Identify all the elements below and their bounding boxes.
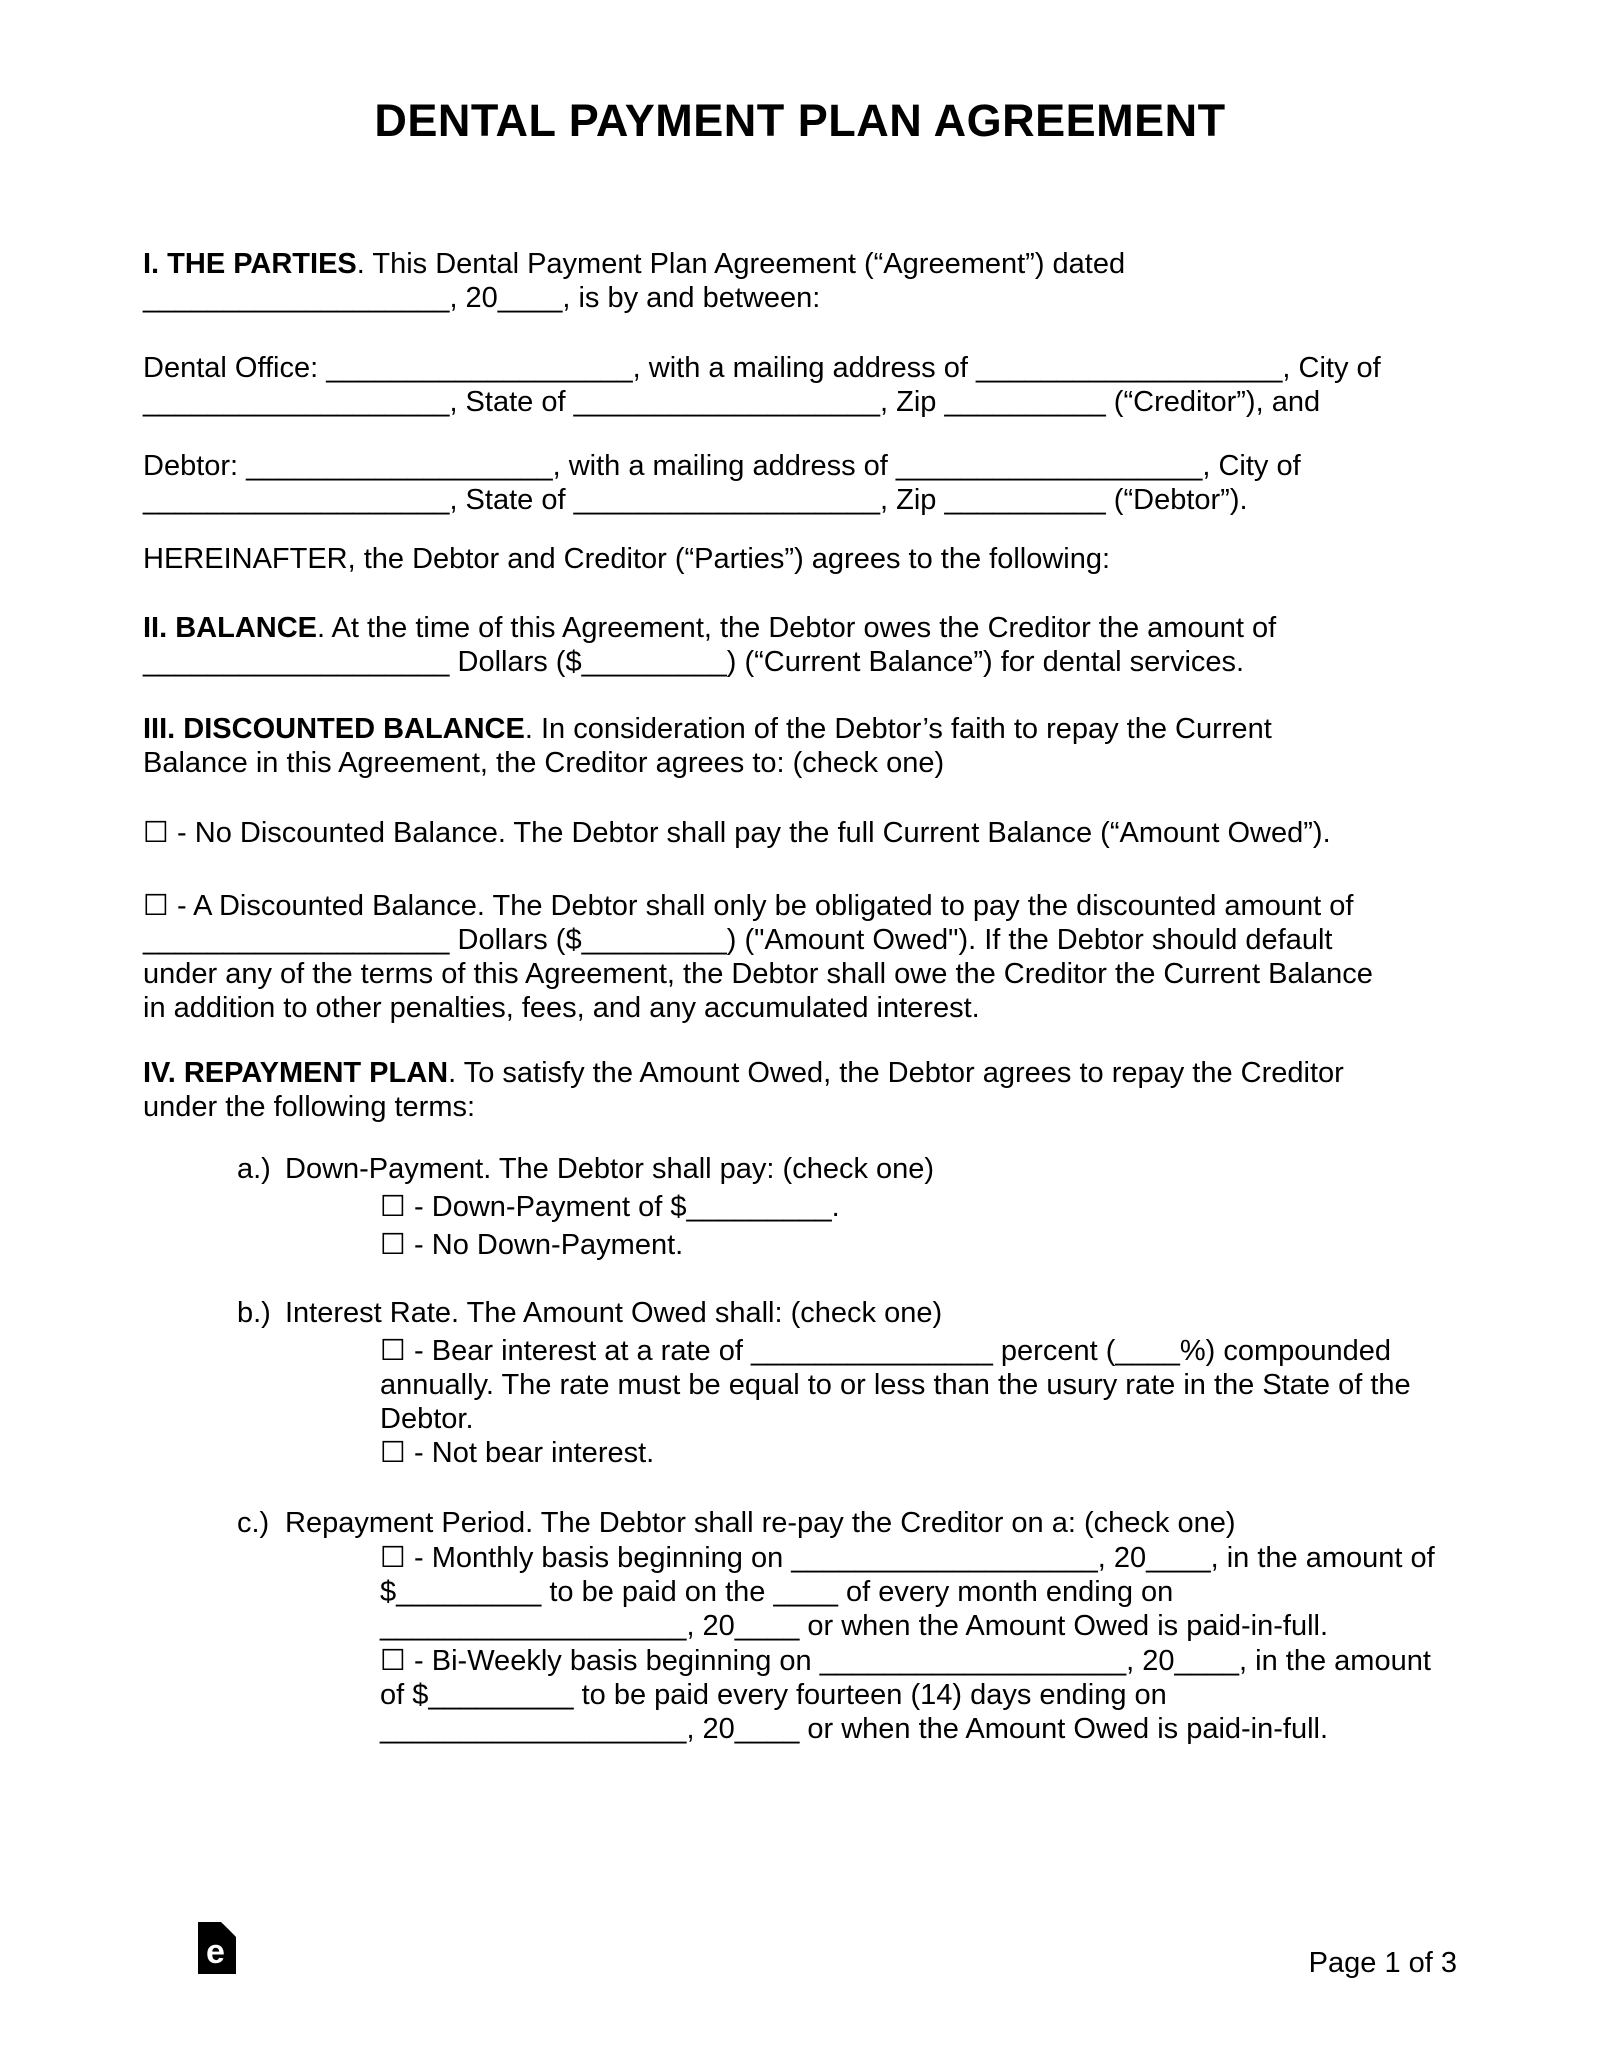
section-parties-text: . This Dental Payment Plan Agreement (“Agreement”) dated [356,248,1126,280]
checkbox-icon: ☐ [380,1191,406,1223]
item-a-option1-text: - Down-Payment of $_________. [406,1191,840,1223]
page-number: Page 1 of 3 [1308,1947,1457,1979]
item-c-option-biweekly-line2: of $_________ to be paid every fourteen (14) days ending on [380,1679,1167,1711]
item-a-title-text: Down-Payment. The Debtor shall pay: (check one) [285,1153,935,1185]
checkbox-icon: ☐ [380,1542,406,1574]
item-a-title [237,1152,934,1186]
debtor-line1: Debtor: ___________________, with a mailing address of ___________________, City of [143,450,1301,482]
hereinafter-line: HEREINAFTER, the Debtor and Creditor (“Parties”) agrees to the following: [143,543,1111,575]
item-c-monthly-text: - Monthly basis beginning on ___________________, 20____, in the amount of [406,1542,1435,1574]
section-discounted-line1 [143,712,1272,746]
checkbox-icon: ☐ [380,1229,406,1261]
item-a-option2-text: - No Down-Payment. [406,1229,684,1261]
checkbox-icon: ☐ [380,1645,406,1677]
section-repayment-heading: IV. REPAYMENT PLAN [143,1057,449,1089]
item-b-label: b.) [237,1297,271,1329]
item-b-option-bear-interest-line1 [380,1334,1391,1368]
option-discount-line4: in addition to other penalties, fees, and any accumulated interest. [143,992,980,1024]
checkbox-icon: ☐ [143,817,169,849]
dental-office-line1: Dental Office: ___________________, with a mailing address of ___________________, City of [143,352,1381,384]
item-b-option2-text: - Not bear interest. [406,1437,655,1469]
checkbox-icon: ☐ [143,890,169,922]
section-balance-heading: II. BALANCE [143,612,317,644]
section-discounted-heading: III. DISCOUNTED BALANCE [143,713,525,745]
option-discount-line2: ___________________ Dollars ($_________) ("Amount Owed"). If the Debtor should default [143,924,1333,956]
checkbox-icon: ☐ [380,1335,406,1367]
item-c-option-monthly-line1 [380,1541,1435,1575]
option-discount-text: - A Discounted Balance. The Debtor shall only be obligated to pay the discounted amount of [169,890,1354,922]
item-c-title [237,1506,1236,1540]
section-discounted-line2: Balance in this Agreement, the Creditor agrees to: (check one) [143,747,945,779]
dental-office-line2: ___________________, State of ___________________, Zip __________ (“Creditor”), and [143,386,1321,418]
section-repayment-line2: under the following terms: [143,1091,476,1123]
item-a-option-no-downpayment [380,1228,683,1262]
item-c-biweekly-text: - Bi-Weekly basis beginning on ___________________, 20____, in the amount [406,1645,1431,1677]
item-c-title-text: Repayment Period. The Debtor shall re-pay the Creditor on a: (check one) [285,1507,1236,1539]
section-parties-line1 [143,247,1125,281]
section-repayment-line1 [143,1056,1344,1090]
option-discount-line3: under any of the terms of this Agreement, the Debtor shall owe the Creditor the Current Balance [143,958,1373,990]
section-repayment-text: . To satisfy the Amount Owed, the Debtor agrees to repay the Creditor [448,1057,1344,1089]
item-c-option-monthly-line2: $_________ to be paid on the ____ of every month ending on [380,1576,1174,1608]
checkbox-icon: ☐ [380,1437,406,1469]
item-b-option-not-bear-interest [380,1436,654,1470]
document-title: DENTAL PAYMENT PLAN AGREEMENT [374,95,1226,146]
item-a-option-downpayment [380,1190,840,1224]
document-fold-icon [198,1922,236,1974]
eforms-logo-letter: e [206,1933,225,1971]
section-balance-line2: ___________________ Dollars ($_________) (“Current Balance”) for dental services. [143,646,1245,678]
item-c-option-monthly-line3: ___________________, 20____ or when the Amount Owed is paid-in-full. [380,1610,1329,1642]
section-parties-line2: ___________________, 20____, is by and between: [143,282,821,314]
section-discounted-text: . In consideration of the Debtor’s faith to repay the Current [524,713,1272,745]
option-no-discount [143,816,1331,850]
item-c-option-biweekly-line3: ___________________, 20____ or when the Amount Owed is paid-in-full. [380,1713,1329,1745]
option-discount-line1 [143,889,1353,923]
section-balance-text: . At the time of this Agreement, the Debtor owes the Creditor the amount of [317,612,1277,644]
item-a-label: a.) [237,1153,271,1185]
item-b-option-bear-interest-line2: annually. The rate must be equal to or less than the usury rate in the State of the [380,1369,1411,1401]
item-c-option-biweekly-line1 [380,1644,1431,1678]
item-b-option-bear-interest-line3: Debtor. [380,1403,474,1435]
item-b-option1-text: - Bear interest at a rate of _______________ percent (____%) compounded [406,1335,1392,1367]
item-b-title-text: Interest Rate. The Amount Owed shall: (check one) [285,1297,943,1329]
section-parties-heading: I. THE PARTIES [143,248,357,280]
eforms-logo [198,1922,236,1974]
item-b-title [237,1296,942,1330]
debtor-line2: ___________________, State of ___________________, Zip __________ (“Debtor”). [143,484,1248,516]
section-balance-line1 [143,611,1276,645]
option-no-discount-text: - No Discounted Balance. The Debtor shall pay the full Current Balance (“Amount Owed”). [169,817,1331,849]
item-c-label: c.) [237,1507,270,1539]
